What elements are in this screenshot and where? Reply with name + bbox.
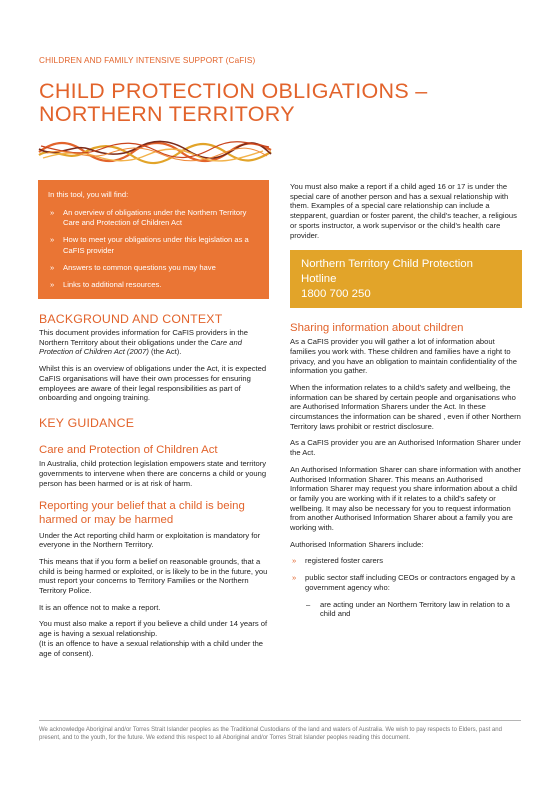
list-item-text: public sector staff including CEOs or contractors engaged by a government agency who: [305, 573, 516, 592]
reporting-heading: Reporting your belief that a child is being harmed or may be harmed [39, 499, 245, 527]
program-kicker: CHILDREN AND FAMILY INTENSIVE SUPPORT (CaFIS) [39, 56, 256, 65]
page-title-line-2: NORTHERN TERRITORY [39, 102, 295, 126]
bullet-marker: » [50, 262, 55, 272]
page-title [39, 80, 469, 126]
callout-item-text: Answers to common questions you may have [63, 262, 216, 272]
callout-item-text: How to meet your obligations under this legislation as a CaFIS provider [63, 235, 249, 255]
callout-intro: In this tool, you will find: [48, 190, 129, 199]
bullet-marker: » [50, 279, 55, 289]
authorised-sharers-sublist [290, 600, 522, 619]
callout-item-text: An overview of obligations under the Northern Territory Care and Protection of Children Act [63, 207, 247, 227]
background-p1-end: (the Act). [148, 347, 182, 357]
hotline-title-line-1: Northern Territory Child Protection [301, 258, 473, 271]
tool-summary-callout [38, 180, 269, 299]
background-heading: BACKGROUND AND CONTEXT [39, 312, 223, 326]
sharing-paragraph-5: Authorised Information Sharers include: [290, 539, 424, 549]
bullet-marker: » [292, 556, 297, 566]
reporting-paragraph-1: Under the Act reporting child harm or exploitation is mandatory for everyone in the Northern Territory. [39, 530, 261, 550]
callout-list-item [48, 263, 258, 274]
care-protection-paragraph: In Australia, child protection legislation empowers state and territory governments to intervene when there are concerns a child or young person has been harmed or is at risk of harm. [39, 459, 267, 488]
sharing-paragraph-4: An Authorised Information Sharer can share information with another Authorised Information Sharer. This means an Authorised Information Sharer may request you share information about a child or family you are working with if it relates to a child's safety or wellbeing. It may also be necessary for you to request information from another Authorised Information Sharer about a family you are working with. [290, 464, 521, 533]
reporting-paragraph-2: This means that if you form a belief on reasonable grounds, that a child is being harmed or exploited, or is likely to be in the future, you must report your concerns to Territory Families or the Northern Territory Police. [39, 556, 268, 596]
footer-divider [39, 720, 521, 721]
callout-list-item [48, 235, 258, 256]
reporting-paragraph-4 [39, 619, 269, 658]
background-paragraph-2: Whilst this is an overview of obligations under the Act, it is expected CaFIS organisations will have their own processes for ensuring employees are aware of their legal responsibilities as part of onboarding and ongoing training. [39, 364, 267, 403]
bullet-marker: » [292, 573, 297, 583]
sharing-paragraph-2: When the information relates to a child's safety and wellbeing, the information can be shared by certain people and organisations who are Authorised Information Sharers under the Act. In these circumstances the information can be shared , even if other Northern Territory laws prohibit or restrict disclosure. [290, 382, 521, 431]
hotline-phone-number[interactable]: 1800 700 250 [301, 287, 371, 300]
sub-list-item [290, 600, 522, 619]
list-item [290, 556, 522, 566]
special-care-paragraph: You must also make a report if a child aged 16 or 17 is under the special care of another person and has a sexual relationship with them. Examples of a special care relationship can include a stepparent, guardian or foster parent, the child's teacher, a religious or sports instructor, a work supervisor or the child's health care provider. [290, 182, 517, 240]
list-item [290, 573, 522, 592]
sharing-paragraph-1: As a CaFIS provider you will gather a lot of information about families you work with. These children and families have a right to privacy, and you have an obligation to maintain confidentiality of the information you gather. [290, 337, 517, 376]
key-guidance-heading: KEY GUIDANCE [39, 415, 135, 430]
care-protection-heading: Care and Protection of Children Act [39, 443, 218, 456]
dash-marker: – [306, 599, 311, 609]
reporting-paragraph-3: It is an offence not to make a report. [39, 602, 161, 612]
list-item-text: registered foster carers [305, 556, 384, 566]
left-column [39, 180, 269, 658]
callout-list-item [48, 280, 258, 291]
acknowledgement-footer: We acknowledge Aboriginal and/or Torres Strait Islander peoples as the Traditional Custodians of the land and waters of Australia. We wish to pay respects to Elders, past and present, and to the youth, for the future. We extend this respect to all Aboriginal and/or Torres Strait Islander peoples reading this document. [39, 727, 502, 741]
reporting-p4-line-2: (It is an offence to have a sexual relationship with a child under the age of consent). [39, 638, 264, 658]
hotline-callout [290, 250, 522, 307]
callout-item-text: Links to additional resources. [63, 279, 162, 289]
page-title-line-1: CHILD PROTECTION OBLIGATIONS – [39, 79, 428, 103]
callout-list [48, 208, 258, 291]
decorative-wave-graphic [37, 135, 273, 169]
reporting-p4-line-1: You must also make a report if you believe a child under 14 years of age is having a sexual relationship. [39, 619, 268, 639]
sub-list-item-text: are acting under an Northern Territory law in relation to a child and [320, 599, 510, 619]
hotline-title-line-2: Hotline [301, 273, 337, 286]
bullet-marker: » [50, 207, 55, 217]
sharing-paragraph-3: As a CaFIS provider you are an Authorised Information Sharer under the Act. [290, 438, 521, 458]
right-column [290, 182, 522, 619]
background-paragraph-1 [39, 328, 269, 357]
callout-list-item [48, 208, 258, 229]
sharing-information-heading: Sharing information about children [290, 321, 464, 334]
background-p1-text: This document provides information for CaFIS providers in the Northern Territory about their obligations under the [39, 328, 248, 347]
bullet-marker: » [50, 235, 55, 244]
authorised-sharers-list [290, 556, 522, 592]
act-name-italic: Care and Protection of Children Act (2007) [39, 337, 242, 357]
